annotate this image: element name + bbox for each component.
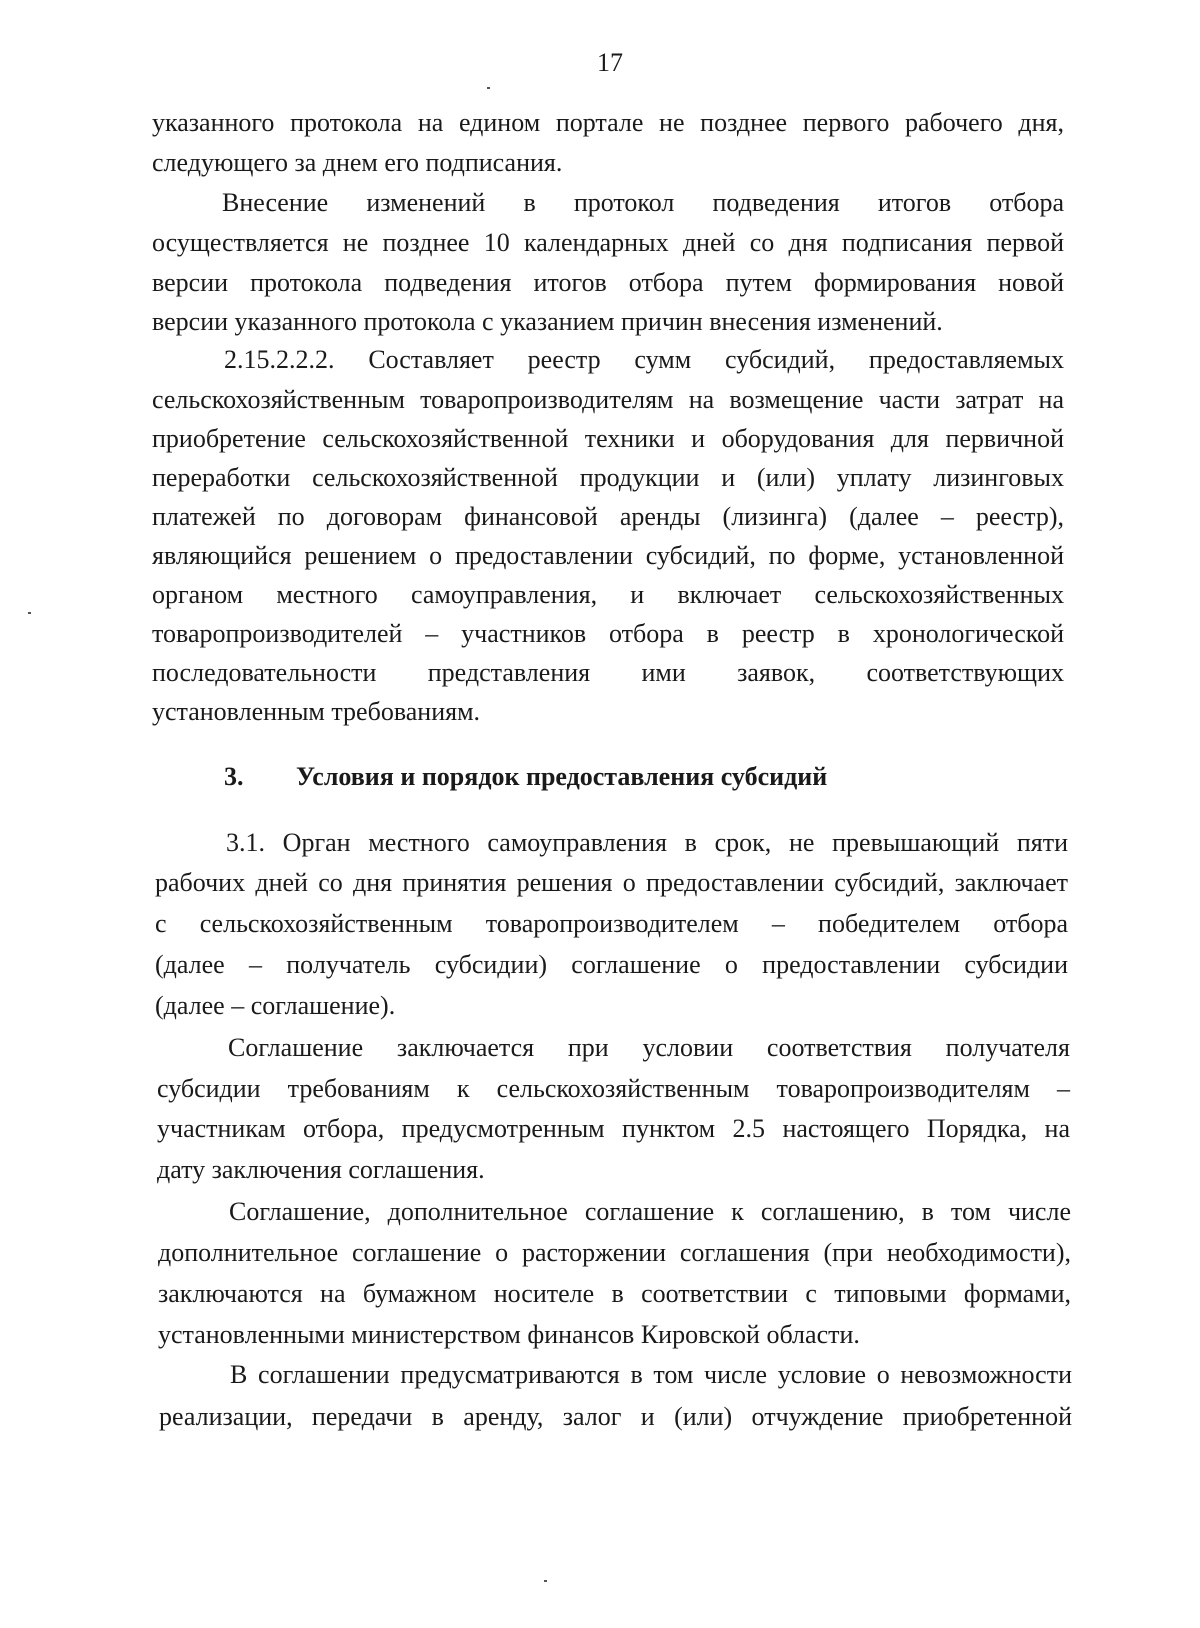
text-line: переработки сельскохозяйственной продукции и (или) уплату лизинговых bbox=[152, 463, 1064, 492]
text-line: установленным требованиям. bbox=[152, 697, 481, 726]
text-line: 3.1. Орган местного самоуправления в срок, не превышающий пяти bbox=[226, 828, 1068, 857]
text-line: участникам отбора, предусмотренным пунктом 2.5 настоящего Порядка, на bbox=[157, 1114, 1070, 1143]
text-line: Внесение изменений в протокол подведения итогов отбора bbox=[222, 188, 1064, 217]
text-line: органом местного самоуправления, и включает сельскохозяйственных bbox=[152, 580, 1064, 609]
text-line: субсидии требованиям к сельскохозяйственным товаропроизводителям – bbox=[157, 1074, 1070, 1103]
text-line: являющийся решением о предоставлении субсидий, по форме, установленной bbox=[152, 541, 1064, 570]
scan-speck bbox=[544, 1580, 547, 1582]
text-line: версии протокола подведения итогов отбора путем формирования новой bbox=[152, 268, 1064, 297]
text-line: платежей по договорам финансовой аренды (лизинга) (далее – реестр), bbox=[152, 502, 1064, 531]
text-line: приобретение сельскохозяйственной техники и оборудования для первичной bbox=[152, 424, 1064, 453]
text-line: с сельскохозяйственным товаропроизводителем – победителем отбора bbox=[155, 909, 1068, 938]
text-line: рабочих дней со дня принятия решения о предоставлении субсидий, заключает bbox=[155, 868, 1068, 897]
text-line: версии указанного протокола с указанием причин внесения изменений. bbox=[152, 307, 943, 336]
text-line: дополнительное соглашение о расторжении соглашения (при необходимости), bbox=[158, 1238, 1071, 1267]
scan-speck bbox=[28, 612, 31, 614]
text-line: (далее – соглашение). bbox=[155, 991, 396, 1020]
text-line: сельскохозяйственным товаропроизводителям на возмещение части затрат на bbox=[152, 385, 1064, 414]
text-line: Соглашение, дополнительное соглашение к соглашению, в том числе bbox=[229, 1197, 1071, 1226]
text-line: товаропроизводителей – участников отбора в реестр в хронологической bbox=[152, 619, 1064, 648]
text-line: 2.15.2.2.2. Составляет реестр сумм субсидий, предоставляемых bbox=[224, 345, 1064, 374]
section-title: Условия и порядок предоставления субсидий bbox=[296, 762, 828, 791]
text-line: (далее – получатель субсидии) соглашение о предоставлении субсидии bbox=[155, 950, 1068, 979]
text-line: установленными министерством финансов Кировской области. bbox=[158, 1320, 860, 1349]
text-line: следующего за днем его подписания. bbox=[152, 148, 563, 177]
text-line: реализации, передачи в аренду, залог и (или) отчуждение приобретенной bbox=[159, 1402, 1072, 1431]
text-line: заключаются на бумажном носителе в соответствии с типовыми формами, bbox=[158, 1279, 1071, 1308]
text-line: указанного протокола на едином портале не позднее первого рабочего дня, bbox=[152, 108, 1064, 137]
text-line: последовательности представления ими заявок, соответствующих bbox=[152, 658, 1064, 687]
text-line: осуществляется не позднее 10 календарных дней со дня подписания первой bbox=[152, 228, 1064, 257]
text-line: дату заключения соглашения. bbox=[157, 1155, 485, 1184]
page-number: 17 bbox=[597, 48, 623, 77]
text-line: В соглашении предусматриваются в том числе условие о невозможности bbox=[230, 1360, 1072, 1389]
section-number: 3. bbox=[224, 762, 244, 791]
text-line: Соглашение заключается при условии соответствия получателя bbox=[228, 1033, 1070, 1062]
scan-speck bbox=[487, 87, 490, 89]
